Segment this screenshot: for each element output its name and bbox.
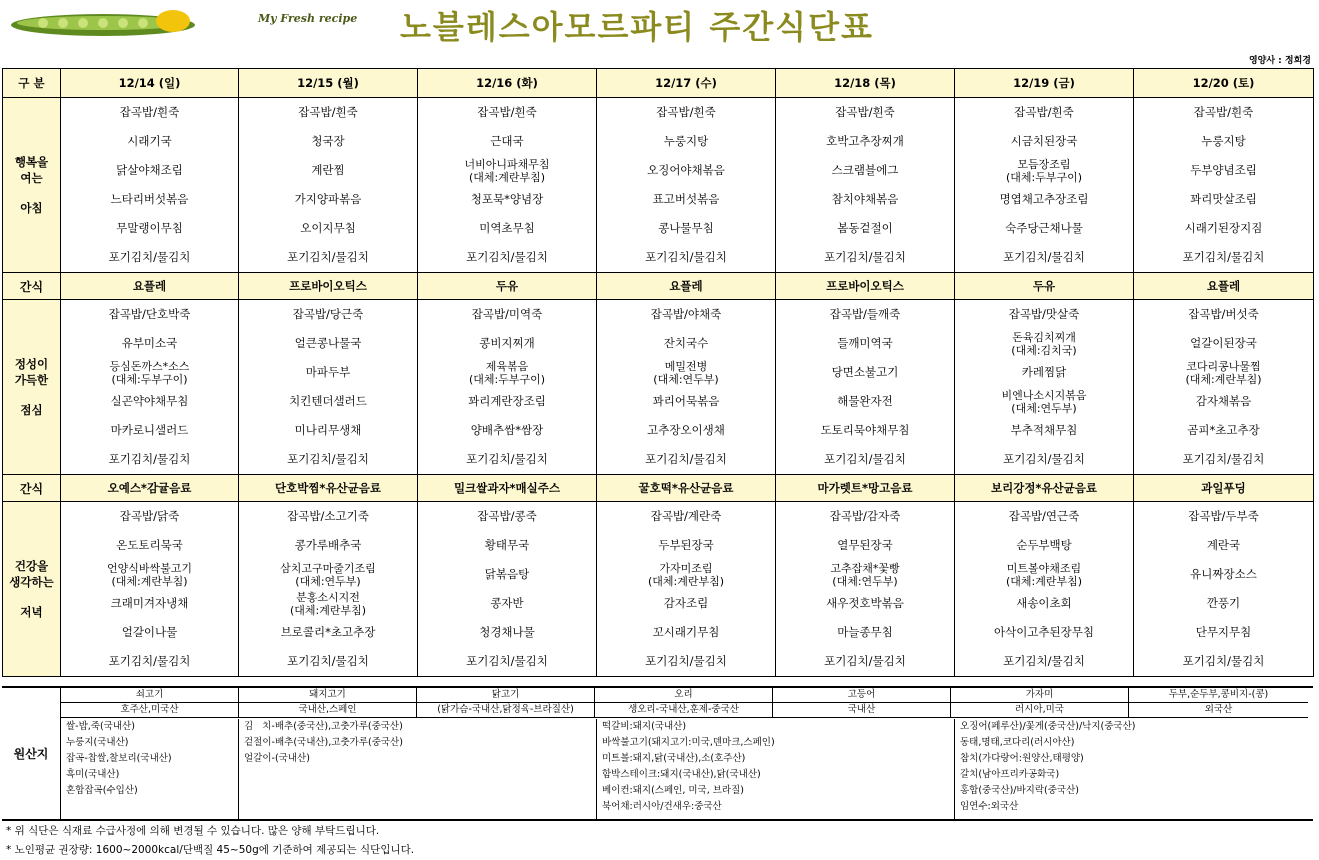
menu-item: 명엽채고추장조림	[999, 192, 1089, 206]
menu-item: 포기김치/물김치	[466, 654, 548, 668]
menu-item: 꽈리맛살조림	[1190, 192, 1257, 206]
menu-item: 포기김치/물김치	[466, 250, 548, 264]
menu-item: 감자채볶음	[1195, 394, 1252, 408]
menu-cell	[61, 502, 239, 677]
origin-grain-list	[61, 719, 239, 819]
menu-cell	[239, 98, 418, 273]
page-header	[0, 0, 1319, 66]
menu-item: 비엔나소시지볶음 (대체:연두부)	[1001, 388, 1087, 415]
dinner-label	[3, 502, 61, 677]
menu-item: 포기김치/물김치	[287, 250, 369, 264]
snack-label: 간식	[3, 475, 61, 502]
origin-country: 러시아,미국	[951, 703, 1129, 718]
origin-line: 임연수:외국산	[960, 801, 1019, 812]
menu-item: 잡곡밥/감자죽	[829, 509, 901, 523]
origin-section	[2, 686, 1313, 821]
day-header: 12/14 (일)	[61, 69, 239, 98]
menu-item: 꽈리계란장조림	[468, 394, 546, 408]
menu-item: 코다리콩나물찜 (대체:계란부침)	[1185, 359, 1262, 386]
menu-cell	[776, 98, 955, 273]
menu-cell	[418, 300, 597, 475]
menu-item: 청국장	[311, 134, 345, 148]
logo-text: My Fresh recipe	[258, 12, 358, 25]
menu-item: 부추적채무침	[1010, 423, 1078, 437]
snack-item: 단호박찜*유산균음료	[239, 475, 418, 502]
menu-item: 온도토리묵국	[116, 538, 183, 552]
menu-item: 잡곡밥/연근죽	[1008, 509, 1080, 523]
menu-item: 스크램블에그	[831, 163, 899, 177]
menu-item: 브로콜리*초고추장	[280, 625, 376, 639]
menu-cell	[955, 300, 1134, 475]
origin-country: 국내산,스페인	[239, 703, 417, 718]
origin-line: 홍합(중국산)/바지락(중국산)	[960, 785, 1079, 796]
menu-item: 포기김치/물김치	[1003, 452, 1085, 466]
origin-country: 외국산	[1129, 703, 1308, 718]
menu-item: 누룽지탕	[663, 134, 709, 148]
snack-item: 마가렛트*망고음료	[776, 475, 955, 502]
snack-item: 과일푸딩	[1134, 475, 1314, 502]
menu-cell	[61, 98, 239, 273]
menu-item: 가지양파볶음	[294, 192, 362, 206]
menu-item: 너비아니파채무침 (대체:계란부침)	[464, 157, 550, 184]
menu-item: 잡곡밥/미역죽	[471, 307, 543, 321]
menu-item: 포기김치/물김치	[824, 654, 906, 668]
menu-item: 얼큰콩나물국	[294, 336, 362, 350]
origin-meat-row	[61, 688, 1313, 703]
dinner-row	[3, 502, 1314, 677]
menu-item: 마늘종무침	[837, 625, 893, 639]
menu-item: 삼치고구마줄기조림 (대체:연두부)	[280, 561, 376, 588]
menu-item: 닭볶음탕	[484, 567, 530, 581]
menu-item: 고추장오이생채	[647, 423, 725, 437]
menu-item: 잡곡밥/흰죽	[119, 105, 180, 119]
snack-item: 요플레	[597, 273, 776, 300]
menu-item: 시래기국	[127, 134, 172, 148]
menu-item: 열무된장국	[837, 538, 893, 552]
origin-ingredient: 고등어	[773, 688, 951, 703]
menu-item: 마파두부	[305, 365, 351, 379]
day-header: 12/20 (토)	[1134, 69, 1314, 98]
snack1-row	[3, 273, 1314, 300]
menu-cell	[418, 502, 597, 677]
menu-item: 봄동겉절이	[837, 221, 893, 235]
menu-item: 단무지무침	[1195, 625, 1252, 639]
menu-item: 포기김치/물김치	[824, 250, 906, 264]
origin-label: 원산지	[2, 688, 61, 819]
snack-item: 요플레	[61, 273, 239, 300]
breakfast-label	[3, 98, 61, 273]
footnotes	[6, 822, 414, 860]
menu-item: 황태무국	[484, 538, 530, 552]
origin-line: 흑미(국내산)	[66, 769, 120, 780]
menu-item: 포기김치/물김치	[287, 654, 369, 668]
origin-country: 생오리-국내산,훈제-중국산	[595, 703, 773, 718]
day-header: 12/19 (금)	[955, 69, 1134, 98]
menu-item: 메밀전병 (대체:연두부)	[653, 359, 719, 386]
menu-item: 돈육김치찌개 (대체:김치국)	[1011, 330, 1077, 357]
menu-item: 계란찜	[311, 163, 345, 177]
meal-label-line: 점심	[20, 403, 43, 417]
meal-label-line: 여는	[20, 171, 43, 185]
page-title: 노블레스아모르파티 주간식단표	[400, 8, 874, 46]
origin-kimchi-list	[239, 719, 597, 819]
menu-item: 잡곡밥/콩죽	[477, 509, 537, 523]
menu-item: 얼갈이나물	[121, 625, 178, 639]
snack-item: 꿀호떡*유산균음료	[597, 475, 776, 502]
origin-line: 오징어(페루산)/꽃게(중국산)/낙지(중국산)	[960, 721, 1136, 732]
menu-item: 청경채나물	[479, 625, 535, 639]
snack-item: 두유	[955, 273, 1134, 300]
menu-item: 당면소불고기	[831, 365, 899, 379]
origin-ingredient: 쇠고기	[61, 688, 239, 703]
snack-label: 간식	[3, 273, 61, 300]
menu-cell	[597, 98, 776, 273]
menu-item: 호박고추장찌개	[826, 134, 904, 148]
snack-item: 보리강정*유산균음료	[955, 475, 1134, 502]
menu-item: 포기김치/물김치	[1182, 250, 1265, 264]
origin-line: 얼갈이-(국내산)	[244, 753, 310, 764]
menu-item: 포기김치/물김치	[108, 452, 191, 466]
origin-seafood-list	[955, 719, 1313, 819]
menu-item: 새송이초회	[1016, 596, 1072, 610]
menu-item: 유니짜장소스	[1190, 567, 1257, 581]
menu-item: 근대국	[490, 134, 524, 148]
menu-item: 오징어야채볶음	[647, 163, 725, 177]
meal-label-line: 생각하는	[9, 575, 54, 589]
menu-item: 포기김치/물김치	[108, 654, 191, 668]
menu-item: 콩나물무침	[658, 221, 714, 235]
breakfast-row	[3, 98, 1314, 273]
menu-item: 포기김치/물김치	[108, 250, 191, 264]
menu-item: 잡곡밥/흰죽	[835, 105, 895, 119]
meal-label-line: 행복을	[14, 155, 49, 169]
menu-item: 분홍소시지전 (대체:계란부침)	[289, 590, 367, 617]
day-header: 12/15 (월)	[239, 69, 418, 98]
origin-line: 김 치-배추(중국산),고춧가루(중국산)	[244, 721, 403, 732]
menu-item: 잡곡밥/당근죽	[292, 307, 364, 321]
origin-line: 참치(가다랑어:원양산,태평양)	[960, 753, 1084, 764]
dietitian-name: 영양사 : 정희경	[1248, 56, 1311, 66]
origin-country: 국내산	[773, 703, 951, 718]
origin-line: 북어채:러시아/건새우:중국산	[602, 801, 722, 812]
origin-line: 미트볼:돼지,닭(국내산),소(호주산)	[602, 753, 746, 764]
origin-line: 쌀-밥,죽(국내산)	[66, 721, 135, 732]
origin-line: 누룽지(국내산)	[66, 737, 129, 748]
menu-item: 시래기된장지짐	[1184, 221, 1263, 235]
menu-item: 청포묵*양념장	[470, 192, 544, 206]
menu-cell	[597, 502, 776, 677]
menu-item: 잡곡밥/두부죽	[1188, 509, 1259, 523]
menu-item: 실곤약야채무침	[110, 394, 189, 408]
menu-item: 순두부백탕	[1016, 538, 1072, 552]
menu-item: 잡곡밥/흰죽	[656, 105, 716, 119]
menu-item: 새우젓호박볶음	[826, 596, 904, 610]
menu-cell	[418, 98, 597, 273]
origin-ingredient: 닭고기	[417, 688, 595, 703]
menu-item: 닭살야채조림	[116, 163, 183, 177]
menu-item: 잔치국수	[663, 336, 709, 350]
menu-item: 미나리무생채	[294, 423, 362, 437]
menu-cell	[1134, 300, 1314, 475]
weekly-menu-table	[2, 68, 1314, 677]
origin-ingredient: 두부,순두부,콩비지-(콩)	[1129, 688, 1308, 703]
meal-label-line: 건강을	[14, 559, 49, 573]
menu-cell	[597, 300, 776, 475]
menu-cell	[776, 502, 955, 677]
snack-item: 프로바이오틱스	[776, 273, 955, 300]
snack-item: 오예스*감귤음료	[61, 475, 239, 502]
menu-cell	[61, 300, 239, 475]
origin-line: 바싹불고기(돼지고기:미국,덴마크,스페인)	[602, 737, 775, 748]
menu-item: 잡곡밥/맛살죽	[1008, 307, 1080, 321]
origin-line: 잡곡-찹쌀,찰보리(국내산)	[66, 753, 172, 764]
menu-cell	[1134, 98, 1314, 273]
menu-item: 숙주당근채나물	[1005, 221, 1083, 235]
menu-item: 콩자반	[490, 596, 524, 610]
origin-line: 겉절이-배추(국내산),고춧가루(중국산)	[244, 737, 403, 748]
menu-item: 포기김치/물김치	[1182, 452, 1265, 466]
origin-line: 떡갈비:돼지(국내산)	[602, 721, 687, 732]
origin-ingredient: 돼지고기	[239, 688, 417, 703]
menu-item: 느타리버섯볶음	[110, 192, 189, 206]
snack2-row	[3, 475, 1314, 502]
menu-item: 잡곡밥/흰죽	[477, 105, 537, 119]
menu-item: 포기김치/물김치	[287, 452, 369, 466]
menu-item: 무말랭이무침	[116, 221, 183, 235]
day-header-row	[3, 69, 1314, 98]
menu-item: 두부양념조림	[1190, 163, 1257, 177]
menu-item: 가자미조림 (대체:계란부침)	[647, 561, 725, 588]
menu-item: 포기김치/물김치	[466, 452, 548, 466]
origin-ingredient: 오리	[595, 688, 773, 703]
menu-item: 크래미겨자냉채	[110, 596, 189, 610]
meal-label-line: 저녁	[20, 605, 43, 619]
menu-item: 잡곡밥/야채죽	[650, 307, 722, 321]
footnote: * 위 식단은 식재료 수급사정에 의해 변경될 수 있습니다. 많은 양해 부탁드립니다.	[6, 825, 380, 837]
menu-item: 두부된장국	[658, 538, 714, 552]
snack-item: 요플레	[1134, 273, 1314, 300]
meal-label-line: 정성이	[14, 357, 49, 371]
meal-label-line: 아침	[20, 201, 43, 215]
menu-item: 도토리묵야채무침	[820, 423, 910, 437]
origin-country: 호주산,미국산	[61, 703, 239, 718]
day-header: 12/16 (화)	[418, 69, 597, 98]
menu-item: 언양식바싹불고기 (대체:계란부침)	[106, 561, 192, 588]
origin-meat-product-list	[597, 719, 955, 819]
menu-item: 포기김치/물김치	[645, 452, 727, 466]
menu-item: 포기김치/물김치	[1182, 654, 1265, 668]
menu-item: 잡곡밥/닭죽	[119, 509, 180, 523]
menu-item: 등심돈까스*소스 (대체:두부구이)	[109, 359, 190, 386]
menu-item: 얼갈이된장국	[1190, 336, 1257, 350]
menu-item: 잡곡밥/들깨죽	[829, 307, 901, 321]
menu-item: 포기김치/물김치	[645, 250, 727, 264]
menu-item: 포기김치/물김치	[1003, 654, 1085, 668]
menu-item: 잡곡밥/계란죽	[650, 509, 722, 523]
menu-item: 잡곡밥/흰죽	[1014, 105, 1074, 119]
menu-item: 미역초무침	[479, 221, 535, 235]
origin-country: (닭가슴-국내산,닭정육-브라질산)	[417, 703, 595, 718]
menu-item: 계란국	[1206, 538, 1241, 552]
menu-item: 잡곡밥/버섯죽	[1188, 307, 1259, 321]
origin-country-row	[61, 703, 1313, 718]
menu-item: 제육볶음 (대체:두부구이)	[468, 359, 546, 386]
origin-line: 동태,명태,코다리(러시아산)	[960, 737, 1075, 748]
menu-cell	[955, 98, 1134, 273]
menu-item: 미트볼야채조림 (대체:계란부침)	[1005, 561, 1083, 588]
menu-item: 모듬장조림 (대체:두부구이)	[1005, 157, 1083, 184]
origin-line: 베이컨:돼지(스페인, 미국, 브라질)	[602, 785, 744, 796]
menu-cell	[239, 502, 418, 677]
lunch-label	[3, 300, 61, 475]
menu-item: 참치야채볶음	[831, 192, 899, 206]
pea-pod-logo-icon	[8, 8, 208, 38]
day-header: 12/17 (수)	[597, 69, 776, 98]
menu-cell	[1134, 502, 1314, 677]
menu-item: 잡곡밥/소고기죽	[287, 509, 369, 523]
corner-label: 구 분	[3, 69, 61, 98]
menu-item: 오이지무침	[300, 221, 356, 235]
snack-item: 밀크쌀과자*매실주스	[418, 475, 597, 502]
menu-item: 포기김치/물김치	[1003, 250, 1085, 264]
menu-item: 곰피*초고추장	[1187, 423, 1260, 437]
menu-item: 해물완자전	[837, 394, 893, 408]
origin-line: 함박스테이크:돼지(국내산),닭(국내산)	[602, 769, 761, 780]
menu-item: 잡곡밥/흰죽	[298, 105, 358, 119]
menu-item: 깐풍기	[1206, 596, 1241, 610]
menu-item: 콩비지찌개	[479, 336, 535, 350]
menu-item: 꼬시래기무침	[652, 625, 720, 639]
menu-item: 카레찜닭	[1021, 365, 1067, 379]
menu-item: 콩가루배추국	[294, 538, 362, 552]
menu-item: 누룽지탕	[1201, 134, 1246, 148]
menu-item: 양배추쌈*쌈장	[470, 423, 544, 437]
day-header: 12/18 (목)	[776, 69, 955, 98]
menu-item: 마카로니샐러드	[110, 423, 189, 437]
menu-cell	[239, 300, 418, 475]
lunch-row	[3, 300, 1314, 475]
origin-line: 갈치(남아프리카공화국)	[960, 769, 1060, 780]
menu-item: 아삭이고추된장무침	[994, 625, 1094, 639]
menu-item: 들깨미역국	[837, 336, 893, 350]
menu-item: 치킨텐더샐러드	[289, 394, 367, 408]
menu-item: 포기김치/물김치	[645, 654, 727, 668]
menu-item: 잡곡밥/흰죽	[1193, 105, 1254, 119]
origin-line: 혼합잡곡(수입산)	[66, 785, 138, 796]
meal-label-line: 가득한	[14, 373, 49, 387]
menu-item: 잡곡밥/단호박죽	[108, 307, 191, 321]
menu-item: 포기김치/물김치	[824, 452, 906, 466]
menu-item: 꽈리어묵볶음	[652, 394, 720, 408]
menu-cell	[955, 502, 1134, 677]
snack-item: 두유	[418, 273, 597, 300]
menu-item: 유부미소국	[121, 336, 178, 350]
menu-cell	[776, 300, 955, 475]
menu-item: 고추잡채*꽃빵 (대체:연두부)	[830, 561, 900, 588]
origin-ingredient: 가자미	[951, 688, 1129, 703]
menu-item: 표고버섯볶음	[652, 192, 720, 206]
menu-item: 감자조림	[663, 596, 709, 610]
snack-item: 프로바이오틱스	[239, 273, 418, 300]
footnote: * 노인평균 권장량: 1600~2000kcal/단백질 45~50g에 기준하여 제공되는 식단입니다.	[6, 844, 415, 856]
menu-item: 시금치된장국	[1010, 134, 1078, 148]
